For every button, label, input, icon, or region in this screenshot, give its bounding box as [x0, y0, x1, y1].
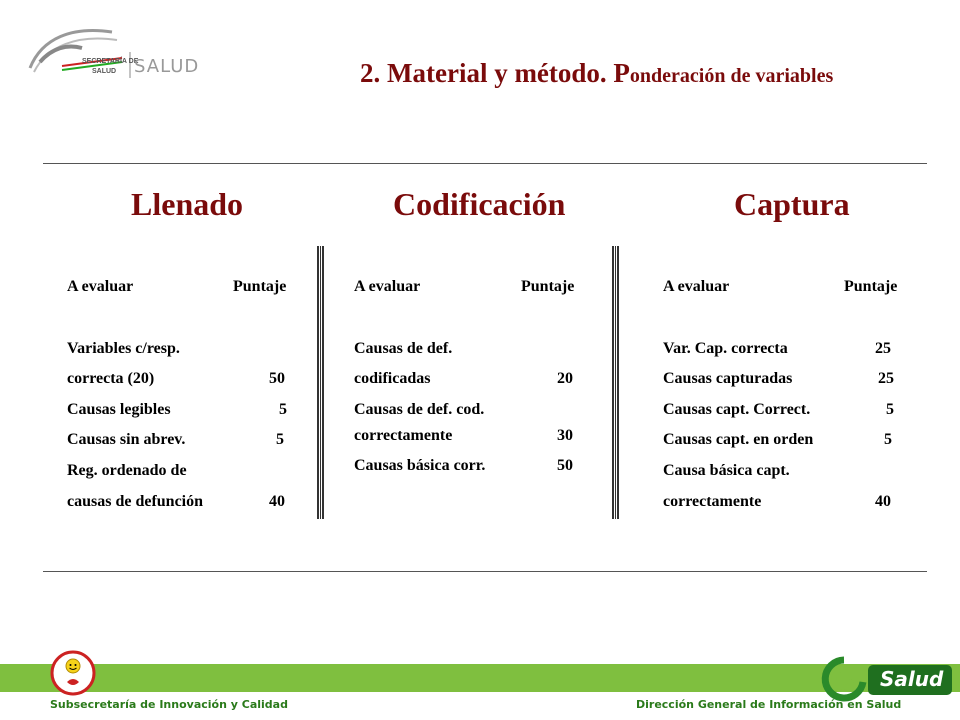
captura-score: 5: [886, 401, 894, 418]
logo-line1: SECRETARÍA DE: [82, 58, 139, 65]
logo-line2: SALUD: [92, 68, 117, 75]
captura-item: Var. Cap. correcta: [663, 340, 788, 357]
footer-left-text: Subsecretaría de Innovación y Calidad: [50, 698, 288, 711]
codificacion-item: Causas de def.: [354, 340, 453, 357]
captura-item: Causas capt. Correct.: [663, 401, 811, 418]
llenado-item: Causas legibles: [67, 401, 171, 418]
captura-item: Causas capturadas: [663, 370, 793, 387]
codificacion-col-label: A evaluar: [354, 278, 421, 295]
codificacion-item: codificadas: [354, 370, 431, 387]
codificacion-item: Causas básica corr.: [354, 457, 486, 474]
captura-score: 25: [875, 340, 891, 357]
codificacion-item: Causas de def. cod.: [354, 401, 485, 418]
codificacion-score: 50: [557, 457, 573, 474]
llenado-item: causas de defunción: [67, 493, 204, 510]
codificacion-score: 30: [557, 427, 573, 444]
top-divider: [43, 163, 927, 164]
llenado-item: correcta (20): [67, 370, 155, 387]
column-separator-1: [317, 246, 324, 519]
llenado-col-score: Puntaje: [233, 278, 287, 295]
captura-score: 5: [884, 431, 892, 448]
llenado-score: 40: [269, 493, 285, 510]
column-separator-2: [612, 246, 619, 519]
captura-item: Causa básica capt.: [663, 462, 790, 479]
salud-brand-logo: [814, 654, 954, 704]
llenado-col-label: A evaluar: [67, 278, 134, 295]
llenado-score: 5: [279, 401, 287, 418]
salud-brand-text: Salud: [880, 667, 944, 691]
codificacion-item: correctamente: [354, 427, 453, 444]
logo-word: SALUD: [134, 56, 200, 77]
captura-col-label: A evaluar: [663, 278, 730, 295]
llenado-item: Variables c/resp.: [67, 340, 180, 357]
title-small: onderación de variables: [629, 65, 834, 87]
llenado-item: Reg. ordenado de: [67, 462, 187, 479]
footer-right-text: Dirección General de Información en Salud: [636, 698, 902, 711]
captura-item: correctamente: [663, 493, 762, 510]
heading-codificacion: Codificación: [393, 186, 566, 222]
captura-score: 25: [878, 370, 894, 387]
codificacion-col-score: Puntaje: [521, 278, 575, 295]
llenado-item: Causas sin abrev.: [67, 431, 186, 448]
captura-item: Causas capt. en orden: [663, 431, 814, 448]
llenado-score: 50: [269, 370, 285, 387]
heading-captura: Captura: [734, 186, 850, 222]
heading-llenado: Llenado: [131, 186, 244, 222]
bottom-divider: [43, 571, 927, 572]
secretaria-salud-logo: [22, 18, 200, 88]
title-main: 2. Material y método. P: [360, 58, 630, 88]
cruzada-seal-icon: [48, 650, 98, 696]
captura-score: 40: [875, 493, 891, 510]
codificacion-score: 20: [557, 370, 573, 387]
page-title: [360, 58, 833, 89]
eagle-emblem-icon: [22, 18, 172, 88]
llenado-score: 5: [276, 431, 284, 448]
captura-col-score: Puntaje: [844, 278, 898, 295]
